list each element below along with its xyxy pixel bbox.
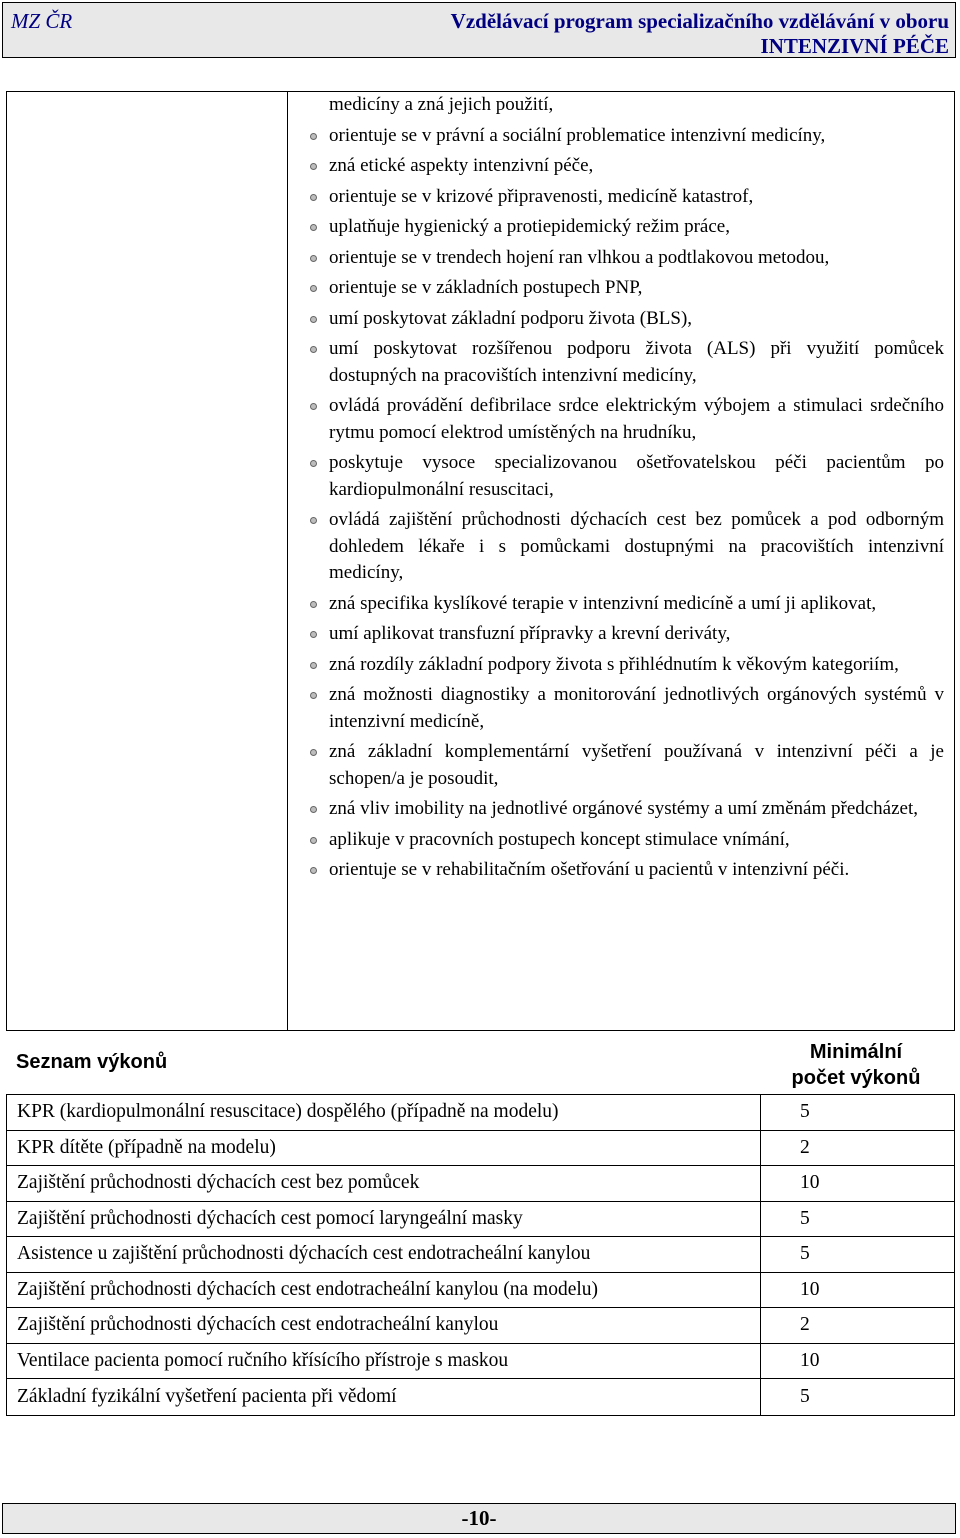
bullet-icon	[310, 285, 317, 292]
procedure-count: 10	[761, 1343, 955, 1379]
bullet-icon	[310, 194, 317, 201]
table-row	[7, 1237, 955, 1273]
list-item: poskytuje vysoce specializovanou ošetřovatelskou péči pacientům po kardiopulmonální resuscitaci,	[308, 450, 944, 503]
bullet-icon	[310, 460, 317, 467]
list-item: orientuje se v základních postupech PNP,	[308, 275, 944, 302]
bullet-icon	[310, 255, 317, 262]
list-item: zná možnosti diagnostiky a monitorování jednotlivých orgánových systémů v intenzivní medicíně,	[308, 682, 944, 735]
bullet-icon	[310, 346, 317, 353]
table-row	[7, 1379, 955, 1416]
table-row	[7, 1130, 955, 1166]
table-row	[7, 1343, 955, 1379]
procedure-count: 2	[761, 1308, 955, 1344]
header-ministry: MZ ČR	[11, 9, 73, 33]
column-divider	[287, 92, 288, 1030]
table-row	[7, 1166, 955, 1202]
header-title-line2: INTENZIVNÍ PÉČE	[760, 34, 949, 58]
table-row	[7, 1201, 955, 1237]
procedure-name: Zajištění průchodnosti dýchacích cest endotracheální kanylou (na modelu)	[7, 1272, 761, 1308]
list-item: zná základní komplementární vyšetření používaná v intenzivní péči a je schopen/a je posoudit,	[308, 739, 944, 792]
bullet-icon	[310, 316, 317, 323]
table-row	[7, 1308, 955, 1344]
list-item: ovládá zajištění průchodnosti dýchacích cest bez pomůcek a pod odborným dohledem lékaře i s pomůckami dostupnými na pracovištích intenzivní medicíny,	[308, 507, 944, 587]
bullet-icon	[310, 601, 317, 608]
competencies-lead: medicíny a zná jejich použití,	[329, 94, 554, 115]
bullet-icon	[310, 749, 317, 756]
list-item: aplikuje v pracovních postupech koncept stimulace vnímání,	[308, 827, 944, 854]
procedure-count: 2	[761, 1130, 955, 1166]
list-item: zná rozdíly základní podpory života s přihlédnutím k věkovým kategoriím,	[308, 652, 944, 679]
procedure-count: 5	[761, 1095, 955, 1131]
bullet-icon	[310, 806, 317, 813]
list-item: ovládá provádění defibrilace srdce elektrickým výbojem a stimulaci srdečního rytmu pomocí elektrod umístěných na hrudníku,	[308, 393, 944, 446]
list-item: umí aplikovat transfuzní přípravky a krevní deriváty,	[308, 621, 944, 648]
bullet-icon	[310, 517, 317, 524]
bullet-icon	[310, 133, 317, 140]
list-item: orientuje se v trendech hojení ran vlhkou a podtlakovou metodou,	[308, 245, 944, 272]
table-row	[7, 1095, 955, 1131]
bullet-icon	[310, 163, 317, 170]
list-item: orientuje se v právní a sociální problematice intenzivní medicíny,	[308, 123, 944, 150]
procedure-name: Zajištění průchodnosti dýchacích cest pomocí laryngeální masky	[7, 1201, 761, 1237]
page-number: -10-	[2, 1503, 956, 1534]
procedure-name: KPR (kardiopulmonální resuscitace) dospělého (případně na modelu)	[7, 1095, 761, 1131]
list-item: orientuje se v krizové připravenosti, medicíně katastrof,	[308, 184, 944, 211]
procedure-count: 10	[761, 1272, 955, 1308]
procedures-title: Seznam výkonů	[16, 1051, 168, 1073]
procedure-name: Zajištění průchodnosti dýchacích cest endotracheální kanylou	[7, 1308, 761, 1344]
list-item: zná specifika kyslíkové terapie v intenzivní medicíně a umí ji aplikovat,	[308, 591, 944, 618]
list-item: zná etické aspekty intenzivní péče,	[308, 153, 944, 180]
procedure-count: 5	[761, 1379, 955, 1416]
table-row	[7, 1272, 955, 1308]
procedures-table	[6, 1094, 955, 1416]
competencies-list	[308, 123, 944, 884]
bullet-icon	[310, 403, 317, 410]
procedure-count: 5	[761, 1201, 955, 1237]
bullet-icon	[310, 224, 317, 231]
page-header	[2, 2, 956, 58]
list-item: uplatňuje hygienický a protiepidemický režim práce,	[308, 214, 944, 241]
procedure-name: Základní fyzikální vyšetření pacienta při vědomí	[7, 1379, 761, 1416]
min-count-header-line2: počet výkonů	[791, 1067, 921, 1089]
bullet-icon	[310, 867, 317, 874]
bullet-icon	[310, 837, 317, 844]
procedure-name: KPR dítěte (případně na modelu)	[7, 1130, 761, 1166]
procedure-name: Zajištění průchodnosti dýchacích cest bez pomůcek	[7, 1166, 761, 1202]
procedure-name: Ventilace pacienta pomocí ručního křísícího přístroje s maskou	[7, 1343, 761, 1379]
procedure-count: 10	[761, 1166, 955, 1202]
list-item: umí poskytovat rozšířenou podporu života (ALS) při využití pomůcek dostupných na pracovištích intenzivní medicíny,	[308, 336, 944, 389]
bullet-icon	[310, 631, 317, 638]
bullet-icon	[310, 662, 317, 669]
header-title	[451, 9, 949, 59]
min-count-header	[766, 1039, 946, 1091]
list-item: orientuje se v rehabilitačním ošetřování u pacientů v intenzivní péči.	[308, 857, 944, 884]
bullet-icon	[310, 692, 317, 699]
competencies-box	[6, 91, 955, 1031]
list-item: umí poskytovat základní podporu života (BLS),	[308, 306, 944, 333]
procedure-name: Asistence u zajištění průchodnosti dýchacích cest endotracheální kanylou	[7, 1237, 761, 1273]
procedure-count: 5	[761, 1237, 955, 1273]
competencies-content	[308, 92, 944, 888]
procedures-header	[6, 1031, 955, 1094]
list-item: zná vliv imobility na jednotlivé orgánové systémy a umí změnám předcházet,	[308, 796, 944, 823]
min-count-header-line1: Minimální	[809, 1041, 903, 1063]
header-title-line1: Vzdělávací program specializačního vzdělávání v oboru	[450, 9, 949, 33]
